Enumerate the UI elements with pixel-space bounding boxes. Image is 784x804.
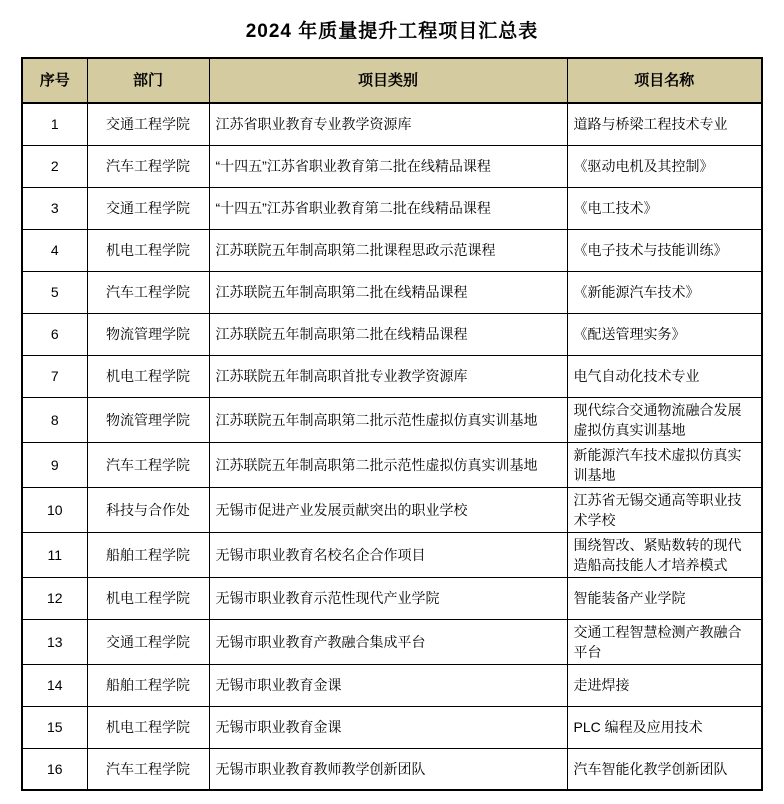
cell-project-category: 无锡市职业教育示范性现代产业学院 <box>209 577 567 619</box>
cell-department: 船舶工程学院 <box>87 532 209 577</box>
table-row <box>22 577 762 619</box>
cell-department: 汽车工程学院 <box>87 271 209 313</box>
cell-serial-number: 8 <box>22 397 87 442</box>
cell-department: 物流管理学院 <box>87 397 209 442</box>
table-row <box>22 532 762 577</box>
cell-project-category: 无锡市职业教育产教融合集成平台 <box>209 619 567 664</box>
table-header-row <box>22 58 762 103</box>
cell-project-name: 《配送管理实务》 <box>567 313 762 355</box>
cell-serial-number: 14 <box>22 664 87 706</box>
cell-serial-number: 5 <box>22 271 87 313</box>
table-row <box>22 103 762 145</box>
cell-project-category: 江苏联院五年制高职第二批在线精品课程 <box>209 313 567 355</box>
cell-project-category: “十四五”江苏省职业教育第二批在线精品课程 <box>209 145 567 187</box>
page-title: 2024 年质量提升工程项目汇总表 <box>245 21 539 42</box>
table-row <box>22 145 762 187</box>
cell-project-name: 交通工程智慧检测产教融合平台 <box>567 619 762 664</box>
cell-project-name: 电气自动化技术专业 <box>567 355 762 397</box>
cell-department: 汽车工程学院 <box>87 442 209 487</box>
cell-project-name: 走进焊接 <box>567 664 762 706</box>
cell-project-name: 道路与桥梁工程技术专业 <box>567 103 762 145</box>
cell-department: 机电工程学院 <box>87 706 209 748</box>
table-row <box>22 619 762 664</box>
table-row <box>22 664 762 706</box>
table-row <box>22 229 762 271</box>
cell-department: 交通工程学院 <box>87 103 209 145</box>
cell-serial-number: 9 <box>22 442 87 487</box>
column-header-no: 序号 <box>22 58 87 103</box>
cell-department: 交通工程学院 <box>87 619 209 664</box>
column-header-dept: 部门 <box>87 58 209 103</box>
cell-department: 交通工程学院 <box>87 187 209 229</box>
table-row <box>22 397 762 442</box>
table-row <box>22 487 762 532</box>
cell-serial-number: 1 <box>22 103 87 145</box>
cell-project-category: 江苏省职业教育专业教学资源库 <box>209 103 567 145</box>
cell-project-category: 江苏联院五年制高职第二批示范性虚拟仿真实训基地 <box>209 442 567 487</box>
cell-department: 机电工程学院 <box>87 577 209 619</box>
cell-project-category: 江苏联院五年制高职首批专业教学资源库 <box>209 355 567 397</box>
cell-project-category: 江苏联院五年制高职第二批课程思政示范课程 <box>209 229 567 271</box>
column-header-name: 项目名称 <box>567 58 762 103</box>
cell-serial-number: 13 <box>22 619 87 664</box>
cell-project-name: 汽车智能化教学创新团队 <box>567 748 762 790</box>
cell-serial-number: 7 <box>22 355 87 397</box>
table-row <box>22 706 762 748</box>
cell-project-category: 无锡市促进产业发展贡献突出的职业学校 <box>209 487 567 532</box>
cell-project-category: 无锡市职业教育金课 <box>209 664 567 706</box>
cell-serial-number: 6 <box>22 313 87 355</box>
cell-project-name: 现代综合交通物流融合发展虚拟仿真实训基地 <box>567 397 762 442</box>
cell-project-category: 无锡市职业教育名校名企合作项目 <box>209 532 567 577</box>
cell-department: 机电工程学院 <box>87 355 209 397</box>
table-row <box>22 442 762 487</box>
cell-department: 物流管理学院 <box>87 313 209 355</box>
cell-project-name: PLC 编程及应用技术 <box>567 706 762 748</box>
cell-project-name: 江苏省无锡交通高等职业技术学校 <box>567 487 762 532</box>
cell-project-name: 《驱动电机及其控制》 <box>567 145 762 187</box>
cell-project-name: 《新能源汽车技术》 <box>567 271 762 313</box>
cell-serial-number: 11 <box>22 532 87 577</box>
table-body <box>22 103 762 790</box>
cell-serial-number: 10 <box>22 487 87 532</box>
cell-serial-number: 15 <box>22 706 87 748</box>
cell-project-name: 《电工技术》 <box>567 187 762 229</box>
cell-department: 科技与合作处 <box>87 487 209 532</box>
cell-project-category: 无锡市职业教育金课 <box>209 706 567 748</box>
table-row <box>22 313 762 355</box>
cell-serial-number: 4 <box>22 229 87 271</box>
cell-department: 汽车工程学院 <box>87 145 209 187</box>
table-row <box>22 187 762 229</box>
cell-department: 船舶工程学院 <box>87 664 209 706</box>
cell-project-category: “十四五”江苏省职业教育第二批在线精品课程 <box>209 187 567 229</box>
project-summary-table <box>21 57 763 791</box>
cell-department: 汽车工程学院 <box>87 748 209 790</box>
table-row <box>22 271 762 313</box>
cell-project-name: 围绕智改、紧贴数转的现代造船高技能人才培养模式 <box>567 532 762 577</box>
cell-project-name: 《电子技术与技能训练》 <box>567 229 762 271</box>
cell-serial-number: 3 <box>22 187 87 229</box>
table-row <box>22 355 762 397</box>
cell-serial-number: 12 <box>22 577 87 619</box>
cell-project-category: 江苏联院五年制高职第二批示范性虚拟仿真实训基地 <box>209 397 567 442</box>
table-row <box>22 748 762 790</box>
column-header-category: 项目类别 <box>209 58 567 103</box>
cell-project-name: 智能装备产业学院 <box>567 577 762 619</box>
cell-project-name: 新能源汽车技术虚拟仿真实训基地 <box>567 442 762 487</box>
cell-serial-number: 2 <box>22 145 87 187</box>
cell-project-category: 江苏联院五年制高职第二批在线精品课程 <box>209 271 567 313</box>
cell-department: 机电工程学院 <box>87 229 209 271</box>
cell-project-category: 无锡市职业教育教师教学创新团队 <box>209 748 567 790</box>
cell-serial-number: 16 <box>22 748 87 790</box>
